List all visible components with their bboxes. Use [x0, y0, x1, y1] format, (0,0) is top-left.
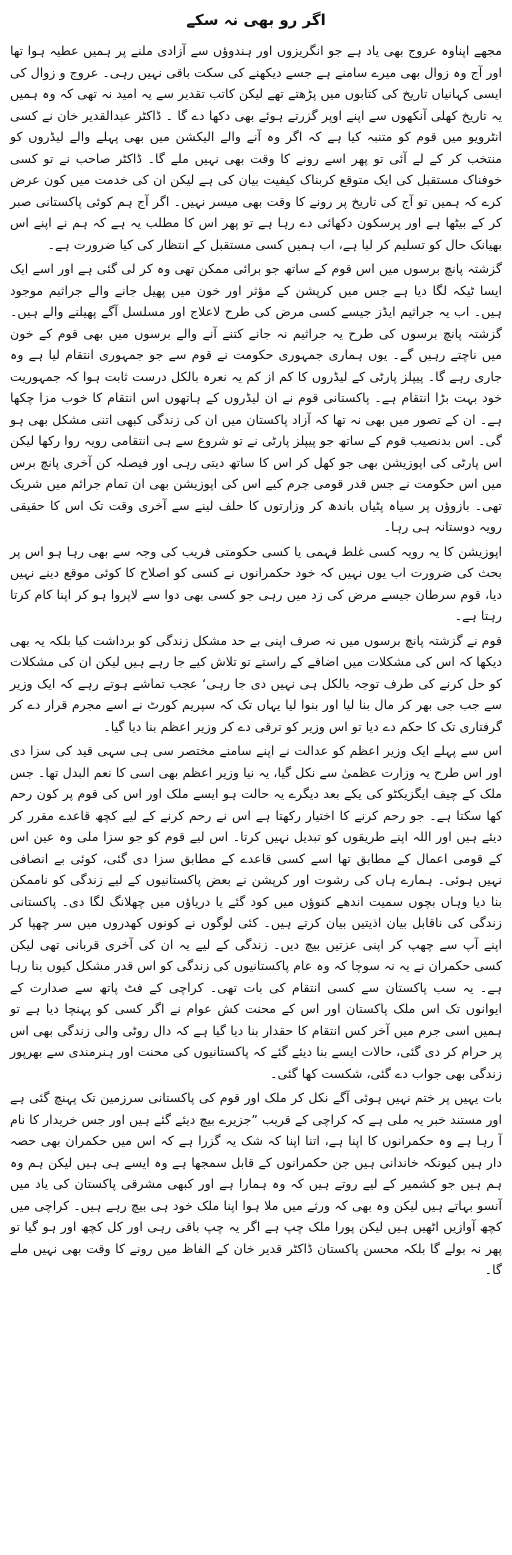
- article-paragraph-1: مجھے اپناوہ عروج بھی یاد ہے جو انگریزوں اور ہندوؤں سے آزادی ملنے پر ہمیں عطیہ ہوا تھا اور آج وہ زوال بھی میرے سامنے ہے جسے دیکھنے کی سکت باقی نہیں رہی۔ عروج و زوال کی ایسی کہانیاں تاریخ کی کتابوں میں پڑھتے تھے لیکن کاتب تقدیر سے یہ امید نہ تھی کہ وہ ہمیں یہ تاریخ کھلی آنکھوں سے اپنے اوپر گزرتے ہوئے بھی دکھا دے گا ۔ ڈاکٹر عبدالقدیر خان نے کسی انٹرویو میں قوم کو متنبہ کیا ہے کہ اگر وہ آنے والے الیکشن میں بھی پہلے والے لیڈروں کو منتخب کر کے لے آئی تو پھر اسے رونے کا وقت بھی نہیں ملے گا۔ ڈاکٹر صاحب نے تو کسی خوفناک مستقبل کی ایک متوقع کربناک کیفیت بیان کی ہے لیکن ان کی خدمت میں کون عرض کرے کہ ہمیں تو آج کی تاریخ پر رونے کا وقت بھی میسر نہیں۔ اگر آج ہم کوئی پاکستانی صبر کر کے بیٹھا ہے اور پرسکون دکھائی دے رہا ہے تو پھر اس کا مطلب یہ ہے کہ ہم نے اپنے اس بھیانک حال کو تسلیم کر لیا ہے، اب ہمیں کسی مستقبل کے انتظار کی کیا ضرورت ہے۔: [10, 43, 502, 252]
- article-body: [10, 40, 502, 1281]
- article-paragraph-6: بات یہیں پر ختم نہیں ہوئی آگے نکل کر ملک اور قوم کی پاکستانی سرزمین تک پہنچ گئی ہے اور مستند خبر یہ ملی ہے کہ کراچی کے قریب ”جزیرے بیچ دیئے گئے ہیں اور جس خریدار کا نام آ رہا ہے وہ حکمرانوں کا اپنا ہے، اتنا اپنا کہ شک یہ گزرا ہے کہ اس میں حکمران بھی حصہ دار ہیں کیونکہ خاندانی ہیں جن حکمرانوں کے قابل سمجھا ہے وہ ایسے ہی ہیں لیکن ہم وہ ہم ہیں جو کشمیر کے لیے روتے ہیں کہ وہ ہمارا ہے اور کبھی مشرقی پاکستان کی یاد میں آنسو بہاتے ہیں لیکن وہ بھی کہ ورثے میں ملا ہوا اپنا ملک خود ہی بیچ رہے ہیں۔ کراچی میں کچھ آوازیں اٹھیں ہیں لیکن پورا ملک چپ ہے اگر یہ چپ باقی رہی اور کل کچھ اور ہو گیا تو پھر نہ بولے گا بلکہ محسن پاکستان ڈاکٹر قدیر خان کے الفاظ میں رونے کا وقت بھی نہیں ملے گا۔: [10, 1090, 502, 1277]
- article-paragraph-3: اپوزیشن کا یہ رویہ کسی غلط فہمی یا کسی حکومتی فریب کی وجہ سے بھی رہا ہو اس پر بحث کی ضرورت اب یوں نہیں کہ خود حکمرانوں نے کسی کو اصلاح کا کوئی موقع دینے نہیں دیا، قوم سرطان جیسے مرض کی زد میں رہی جو کسی بھی دوا سے لاپروا ہو کر اپنا کام کرتا رہتا ہے۔: [10, 543, 502, 623]
- article-paragraph-4: قوم نے گزشتہ پانچ برسوں میں نہ صرف اپنی بے حد مشکل زندگی کو برداشت کیا بلکہ یہ بھی دیکھا کہ اس کی مشکلات میں اضافے کے راستے تو تلاش کیے جا رہے ہیں لیکن ان کی مشکلات کو حل کرنے کی طرف توجہ بالکل ہی نہیں دی جا رہی‘ عجب تماشے ہوتے رہے کہ ایک وزیر سے جب جی بھر کر مال بنا لیا اور بنوا لیا یہاں تک کہ سپریم کورٹ نے اسے مجرم قرار دے کر گرفتاری تک کا حکم دے دیا تو اس وزیر کو ترقی دے کر وزیر اعظم بنا دیا گیا۔: [10, 632, 502, 734]
- article-headline: اگر رو بھی نہ سکے: [186, 11, 326, 29]
- article-paragraph-5: اس سے پہلے ایک وزیر اعظم کو عدالت نے اپنے سامنے مختصر سی ہی سہی قید کی سزا دی اور اس طرح یہ وزارت عظمیٰ سے نکل گیا، یہ نیا وزیر اعظم بھی اسی کا نعم البدل تھا۔ جس ملک کے چیف ایگزیکٹو کی یکے بعد دیگرے یہ حالت ہو ایسے ملک اور اس کی قوم پر کون رحم کھا سکتا ہے۔ جو رحم کرنے کا اختیار رکھتا ہے اس نے رحم کرنے کے لیے کچھ قاعدے مقرر کر دیئے ہیں اور اللہ اپنے طریقوں کو تبدیل نہیں کرتا۔ اس لیے قوم کو جو سزا ملی وہ عین اس کے قومی اعمال کے مطابق تھا اسے کسی قاعدے کے مطابق سزا دی گئی، کوئی بے انصافی نہیں ہوئی۔ ہمارے ہاں کی رشوت اور کرپشن نے بعض پاکستانیوں کے لیے زندگی کو ناممکن بنا دیا وہاں بچوں سمیت اندھے کنوؤں میں کود گئے یا دریاؤں میں چھلانگ لگا دی۔ پاکستانی زندگی کی ناقابل بیان اذیتیں بیان کرتے ہیں۔ کئی لوگوں نے کونوں کھدروں میں سر چھپا کر اپنے آپ سے چھپ کر اپنی عزتیں بیچ دیں۔ زندگی کے لیے یہ ان کی آخری قربانی تھی لیکن کسی حکمران نے یہ نہ سوچا کہ وہ عام پاکستانیوں کی زندگی کو اس قدر مشکل کیوں بنا رہا ہے۔ یہ سب پاکستان سے کسی انتقام کی بات تھی۔ کراچی کے فٹ پاتھ سے صدارت کے ایوانوں تک اس ملک پاکستان اور اس کے محنت کش عوام نے اگر کسی کو پہنچا دیا ہے تو ہمیں اسی جرم میں آخر کس انتقام کا حقدار بنا دیا گیا ہے کہ دال روٹی والی زندگی بھی اس پر حرام کر دی گئی، حالات ایسے بنا دیئے گئے کہ پاکستانیوں کی محنت اور ہنرمندی سے بھرپور زندگی بھی جواب دے گئی، شکست کھا گئی۔: [10, 743, 502, 1081]
- article-paragraph-2: گزشتہ پانچ برسوں میں اس قوم کے ساتھ جو برائی ممکن تھی وہ کر لی گئی ہے اور اسے ایک ایسا ٹیکہ لگا دیا ہے جس میں کرپشن کے مؤثر اور خون میں پھیل جانے والے جراثیم موجود ہیں۔ اب یہ جراثیم ایڈز جیسے کسی مرض کی طرح لاعلاج اور مسلسل آگے پھیلنے والے ہیں۔ گزشتہ پانچ برسوں کی طرح یہ جراثیم نہ جانے کتنے آنے والے برسوں میں بھی قوم کے خون میں ناچتے رہیں گے۔ یوں ہماری جمہوری حکومت نے قوم سے جو جمہوری انتقام لیا ہے وہ جاری رہے گا۔ پیپلز پارٹی کے لیڈروں کا کم از کم یہ نعرہ بالکل درست ثابت ہوا کہ جمہوریت خود بہت بڑا انتقام ہے۔ پاکستانی قوم نے ان لیڈروں کے ہاتھوں اس انتقام کا خوب مزا چکھا ہے۔ ان کے تصور میں بھی نہ تھا کہ آزاد پاکستان میں ان کی زندگی کبھی اتنی مشکل بھی ہو گی۔ اس بدنصیب قوم کے ساتھ جو پیپلز پارٹی نے تو شروع سے ہی انتقامی رویہ روا رکھا لیکن اس پارٹی کی اپوزیشن بھی جو کھل کر اس کا ساتھ دیتی رہی اور فیصلہ کن آخری پانچ برس میں اس حکومت نے جس قدر قومی جرم کیے اس کی اپوزیشن بھی ان تمام جرائم میں شریک تھی۔ بازوؤں پر سیاہ پٹیاں باندھ کر وزارتوں کا حلف لینے سے آخری وقت تک اس کا حقیقی رویہ دوستانہ ہی رہا۔: [10, 261, 502, 534]
